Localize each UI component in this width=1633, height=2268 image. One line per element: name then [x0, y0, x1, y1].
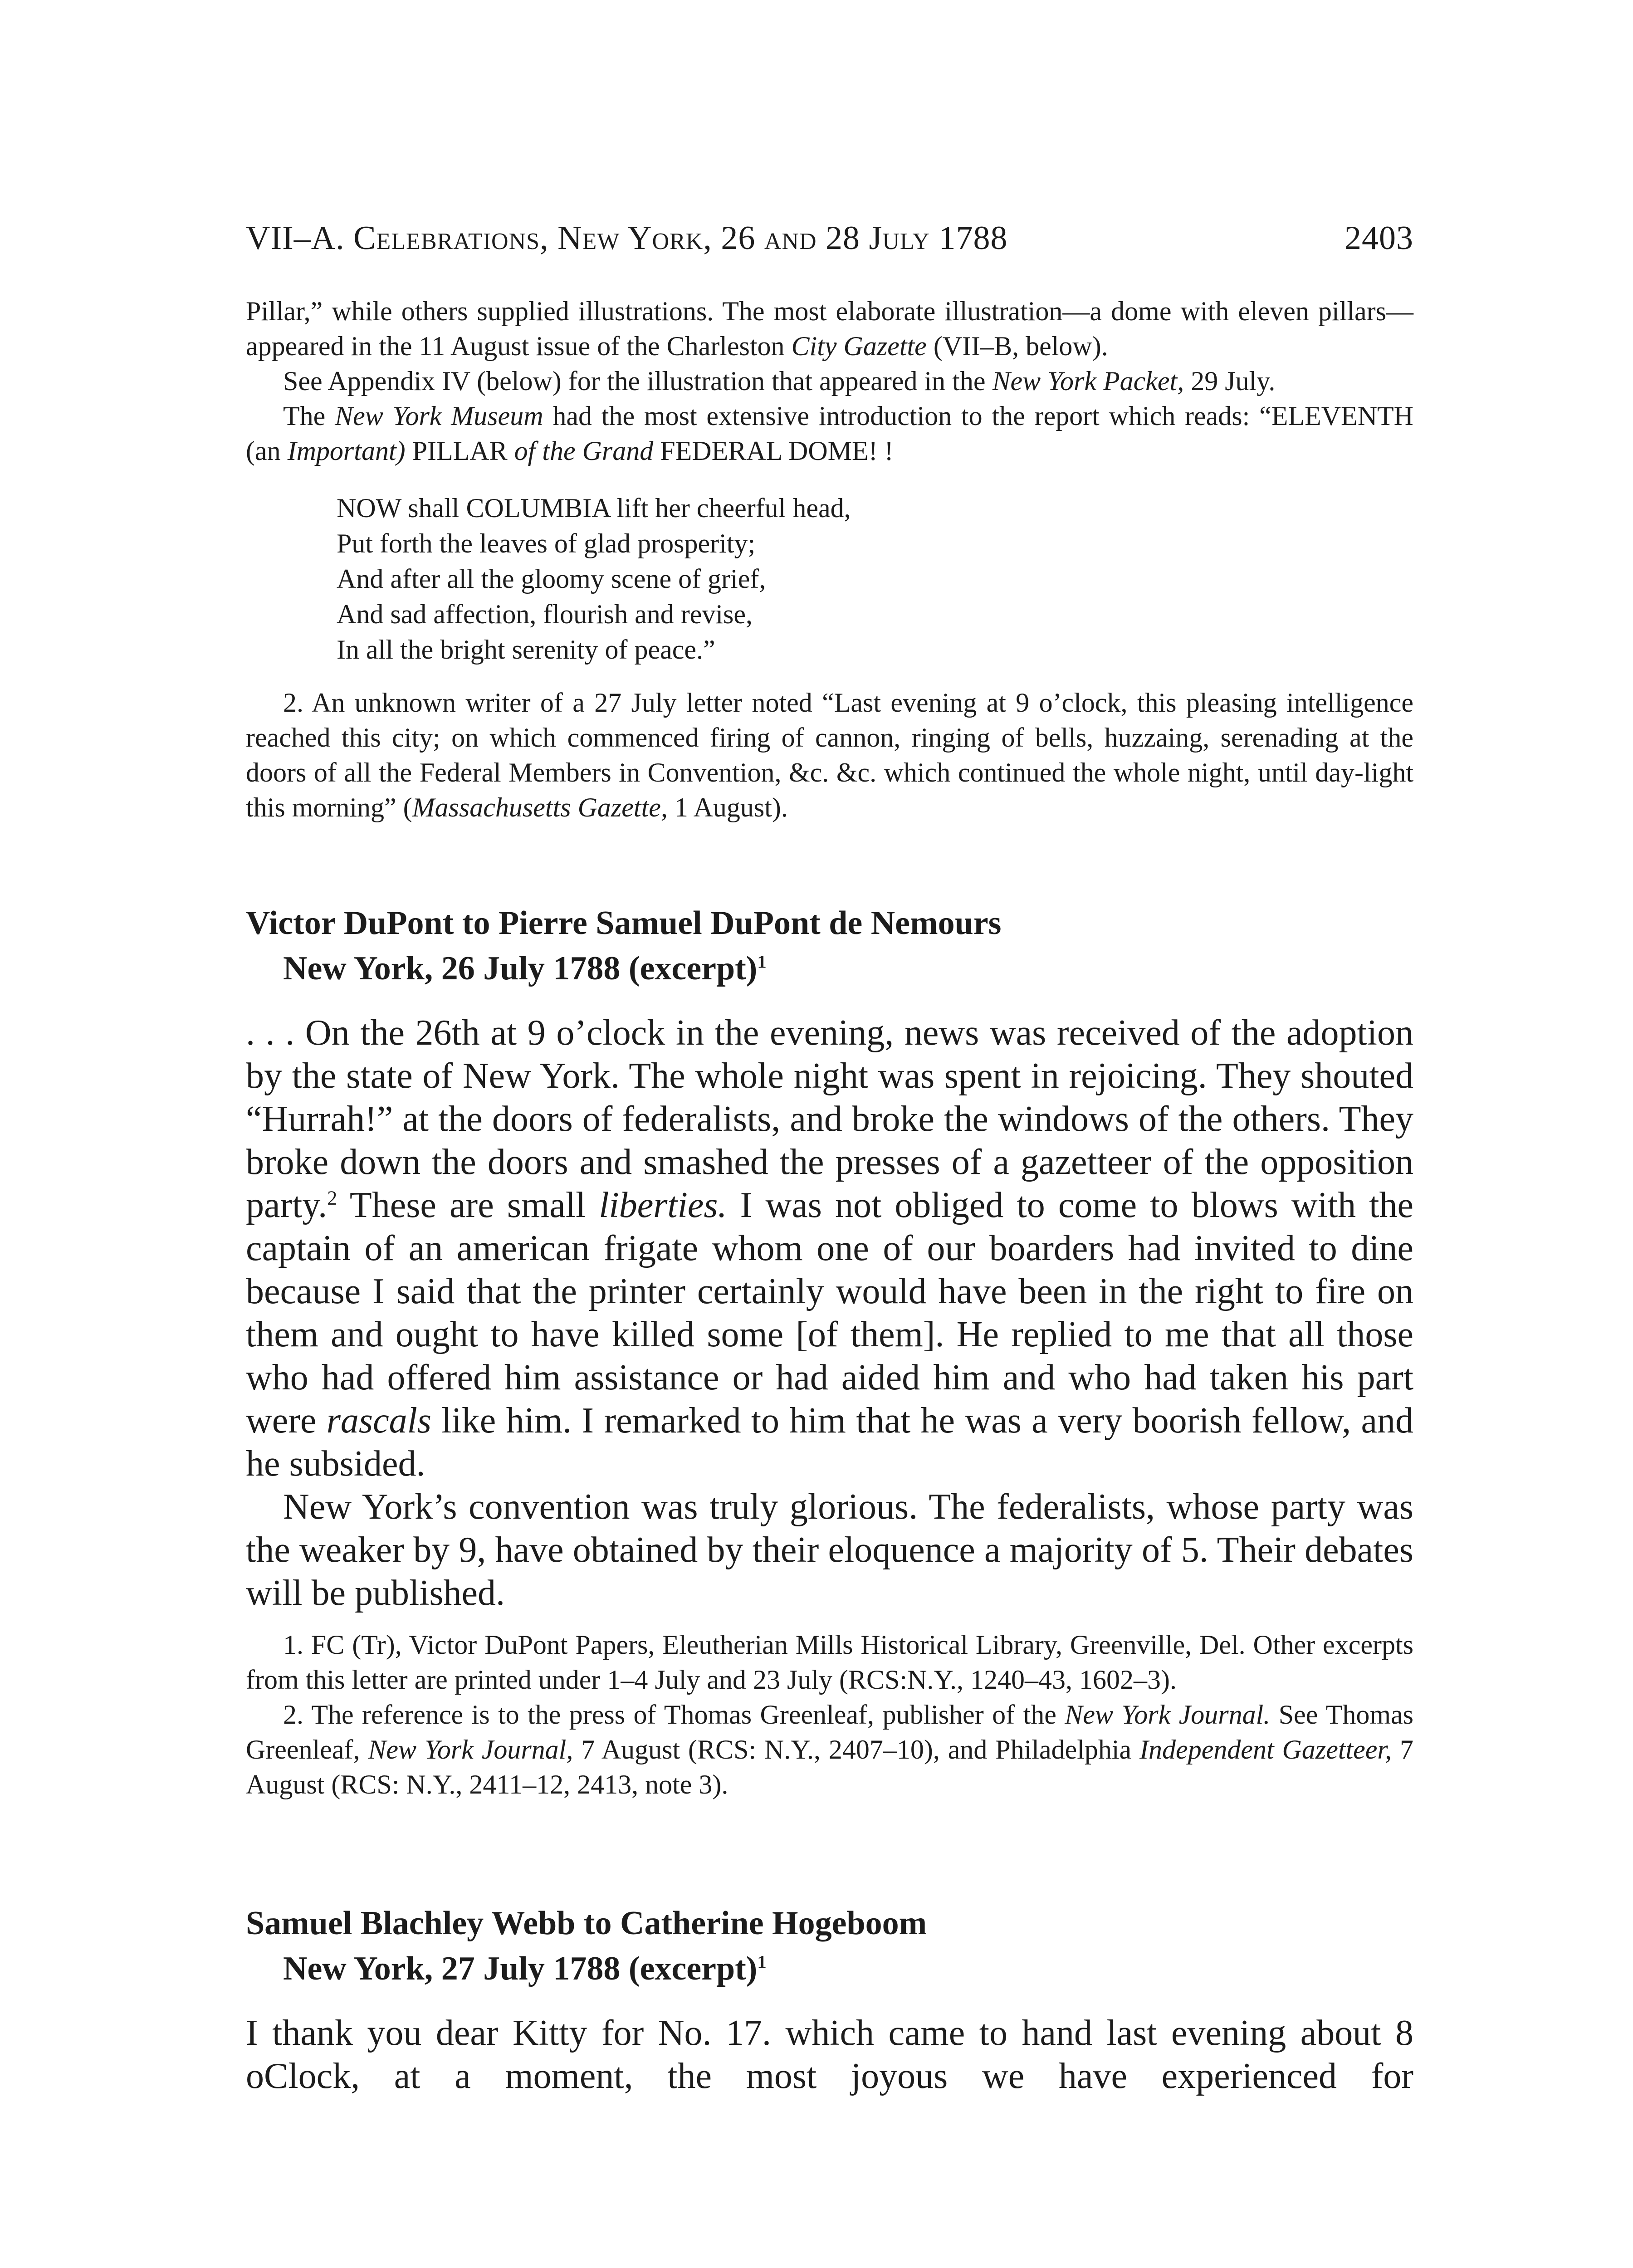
page-number: 2403 [1345, 220, 1413, 257]
poem-line: In all the bright serenity of peace.” [337, 635, 715, 665]
poem-line: NOW shall COLUMBIA lift her cheerful head, [337, 493, 851, 523]
footnote-ref: 2 [327, 1187, 337, 1209]
footnote-ref: 1 [757, 1951, 767, 1972]
note-paragraph: See Appendix IV (below) for the illustration that appeared in the New York Packet, 29 July. [283, 366, 1276, 396]
document-2-title: Samuel Blachley Webb to Catherine Hogeboom New York, 27 July 1788 (excerpt)$^1$ [246, 1905, 927, 1987]
notes-continued [246, 294, 1413, 825]
footnote: 1. FC (Tr), Victor DuPont Papers, Eleutherian Mills Historical Library, Greenville, Del. Other excerpts from this letter are printed under 1–4 July and 23 July (RCS:N.Y., 1240–43, 1602–3). [246, 1630, 1413, 1695]
document-1-title: Victor DuPont to Pierre Samuel DuPont de Nemours New York, 26 July 1788 (excerpt)$^1$ [246, 904, 1002, 987]
document-2 [246, 1901, 1413, 2098]
document-1 [246, 900, 1413, 1802]
footnote: 2. The reference is to the press of Thomas Greenleaf, publisher of the New York Journal. See Thomas Greenleaf, New York Journal, 7 August (RCS: N.Y., 2407–10), and Philadelphia Independent Gazetteer, 7 August (RCS: N.Y., 2411–12, 2413, note 3). [246, 1700, 1414, 1799]
note-paragraph: Pillar,” while others supplied illustrations. The most elaborate illustration—a dome with eleven pillars—appeared in the 11 August issue of the Charleston City Gazette (VII–B, below). [246, 296, 1413, 361]
poem-line: Put forth the leaves of glad prosperity; [337, 528, 756, 558]
note-paragraph: The New York Museum had the most extensive introduction to the report which reads: “ELEVENTH (an Important) PILLAR of the Grand FEDERAL DOME! ! [246, 401, 1414, 466]
footnotes [246, 1628, 1413, 1802]
poem-line: And sad affection, flourish and revise, [337, 599, 753, 629]
body-paragraph: . . . On the 26th at 9 o’clock in the evening, news was received of the adoption by the state of New York. The whole night was spent in rejoicing. They shouted “Hurrah!” at the doors of federalists, and broke the windows of the others. They broke down the doors and smashed the presses of a gazetteer of the opposition party.$^2$ These are small liberties. I was not obliged to come to blows with the captain of an american frigate whom one of our boarders had invited to dine because I said that the printer certainly would have been in the right to fire on them and ought to have killed some [of them]. He replied to me that all those who had offered him assistance or had aided him and who had taken his part were rascals like him. I remarked to him that he was a very boorish fellow, and he subsided. [246, 1013, 1414, 1484]
poem-line: And after all the gloomy scene of grief, [337, 564, 766, 594]
poem [337, 490, 1413, 667]
running-head-title: VII–A. Celebrations, New York, 26 and 28 July 1788 [246, 220, 1008, 257]
body-paragraph: I thank you dear Kitty for No. 17. which came to hand last evening about 8 oClock, at a moment, the most joyous we have experienced for [246, 2013, 1413, 2096]
footnote-ref: 1 [757, 951, 767, 972]
body-paragraph: New York’s convention was truly glorious. The federalists, whose party was the weaker by 9, have obtained by their eloquence a majority of 5. Their debates will be published. [246, 1487, 1413, 1613]
note-paragraph: 2. An unknown writer of a 27 July letter noted “Last evening at 9 o’clock, this pleasing intelligence reached this city; on which commenced firing of cannon, ringing of bells, huzzaing, serenading at the doors of all the Federal Members in Convention, &c. &c. which continued the whole night, until day-light this morning” (Massachusetts Gazette, 1 August). [246, 688, 1413, 822]
